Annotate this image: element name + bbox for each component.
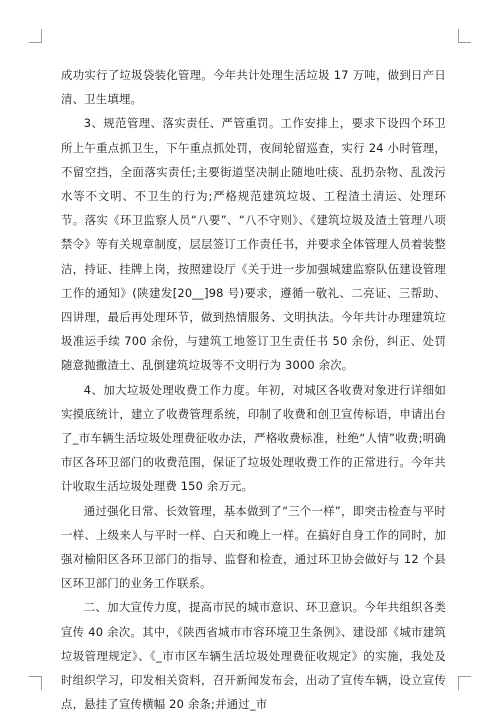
paragraph-item-3-management: 3、规范管理、落实责任、严管重罚。工作安排上，要求下设四个环卫所上午重点抓卫生，下午重点抓处罚，夜间轮留巡查，实行 24 小时管理，不留空挡，全面落实责任;主要街道坚决制止随地吐痰、乱扔杂物、乱泼污水等不文明、不卫生的行为;严格规范建筑垃圾、工程渣土清运、处理环节。落实《环卫监察人员“八要”、“八不守则》、《建筑垃圾及渣土管理八项禁令》等有关规章制度，层层签订工作责任书，并要求全体管理人员着装整洁，持证、挂牌上岗，按照建设厅《关于进一步加强城建监察队伍建设管理工作的通知》(陕建发[20__]98 号)要求，遵循一敬礼、二亮证、三帮助、四讲理，最后再处理环节，做到热情服务、文明执法。今年共计办理建筑垃圾准运手续 700 余份，与建筑工地签订卫生责任书 50 余份，纠正、处罚随意抛撒渣土、乱倒建筑垃圾等不文明行为 3000 余次。	[61, 116, 446, 373]
crop-mark-top-left	[41, 29, 42, 43]
crop-mark-top-right	[458, 29, 459, 43]
paragraph-daily-management: 通过强化日常、长效管理，基本做到了“三个一样”，即突击检查与平时一样、上级来人与平时一样、白天和晚上一样。在搞好自身工作的同时，加强对榆阳区各环卫部门的指导、监督和检查，通过环卫协会做好与 12 个县区环卫部门的业务工作联系。	[61, 503, 446, 591]
crop-mark-bottom-right	[458, 676, 471, 677]
document-body	[61, 63, 446, 716]
crop-mark-bottom-left	[41, 676, 42, 690]
crop-mark-bottom-right	[458, 676, 459, 690]
paragraph-continuation: 成功实行了垃圾袋装化管理。今年共计处理生活垃圾 17 万吨，做到日产日清、卫生填埋。	[61, 68, 446, 107]
paragraph-item-4-fees: 4、加大垃圾处理收费工作力度。年初，对城区各收费对象进行详细如实摸底统计，建立了收费管理系统，印制了收费和创卫宣传标语，申请出台了_市车辆生活垃圾处理费征收办法，严格收费标准，杜绝“人情”收费;明确市区各环卫部门的收费范围，保证了垃圾处理收费工作的正常进行。今年共计收取生活垃圾处理费 150 余万元。	[61, 382, 446, 494]
paragraph-section-2-publicity: 二、加大宣传力度，提高市民的城市意识、环卫意识。今年共组织各类宣传 40 余次。其中，《陕西省城市市容环境卫生条例》、建设部《城市建筑垃圾管理规定》、《_市市区车辆生活垃圾处理费征收规定》的实施，我处及时组织学习，印发相关资料，召开新闻发布会，出动了宣传车辆，设立宣传点，悬挂了宣传横幅 20 余条;并通过_市	[61, 600, 446, 712]
crop-mark-top-right	[458, 42, 471, 43]
